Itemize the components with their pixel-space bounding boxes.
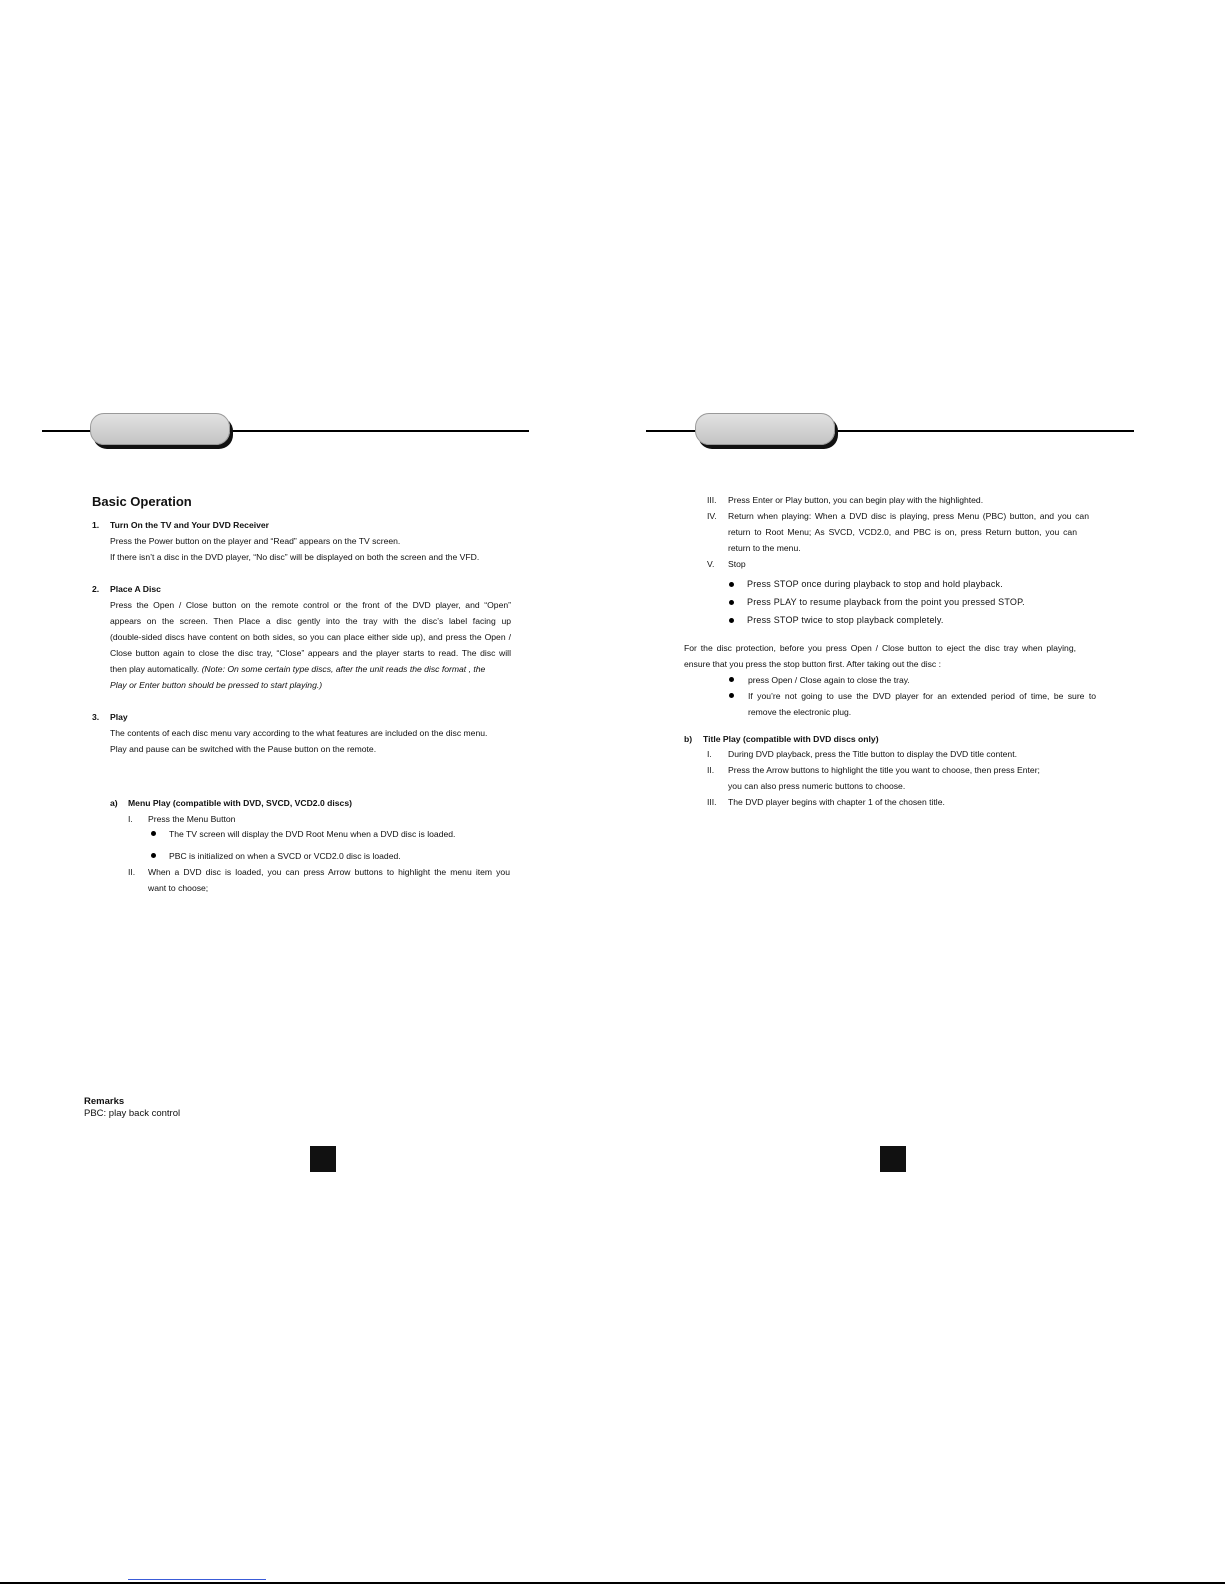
subsection-heading: Menu Play (compatible with DVD, SVCD, VCD2.0 discs) xyxy=(128,798,352,808)
remarks-title: Remarks xyxy=(84,1096,125,1107)
subsection-number: b) xyxy=(684,734,693,744)
roman-numeral: V. xyxy=(707,559,715,569)
bullet-icon xyxy=(151,853,156,858)
body-text-part: then play automatically. xyxy=(110,664,202,674)
list-item: During DVD playback, press the Title button to display the DVD title content. xyxy=(728,749,1017,759)
right-header-tab xyxy=(695,413,835,445)
bullet-icon xyxy=(151,831,156,836)
bullet-item: remove the electronic plug. xyxy=(748,707,852,717)
note-text: (Note: On some certain type discs, after the unit reads the disc format , the xyxy=(201,664,486,674)
section-heading: Play xyxy=(110,712,128,722)
body-text: If there isn’t a disc in the DVD player, “No disc” will be displayed on both the screen and the VFD. xyxy=(110,552,480,562)
section-number: 1. xyxy=(92,520,100,530)
bullet-item: If you’re not going to use the DVD player for an extended period of time, be sure to xyxy=(748,691,1096,701)
body-text: Play and pause can be switched with the Pause button on the remote. xyxy=(110,744,377,754)
body-text: appears on the screen. Then Place a disc gently into the tray with the disc’s label facing up xyxy=(110,616,511,626)
body-text: (double-sided discs have content on both sides, so you can place either side up), and press the Open / xyxy=(110,632,511,642)
bullet-item: Press STOP once during playback to stop and hold playback. xyxy=(747,579,1003,589)
list-item: return to the menu. xyxy=(728,543,801,553)
list-item: Return when playing: When a DVD disc is playing, press Menu (PBC) button, and you can xyxy=(728,511,1089,521)
body-text: Press the Open / Close button on the remote control or the front of the DVD player, and “Open” xyxy=(110,600,511,610)
bullet-item: PBC is initialized on when a SVCD or VCD2.0 disc is loaded. xyxy=(169,851,401,861)
roman-numeral: II. xyxy=(128,867,136,877)
list-item: The DVD player begins with chapter 1 of the chosen title. xyxy=(728,797,945,807)
bullet-icon xyxy=(729,582,734,587)
body-text xyxy=(110,663,485,675)
section-heading: Place A Disc xyxy=(110,584,161,594)
body-text: The contents of each disc menu vary according to the what features are included on the disc menu. xyxy=(110,728,488,738)
bullet-item: Press STOP twice to stop playback completely. xyxy=(747,615,944,625)
list-item: Stop xyxy=(728,559,746,569)
bullet-item: press Open / Close again to close the tray. xyxy=(748,675,910,685)
roman-numeral: IV. xyxy=(707,511,717,521)
bullet-item: The TV screen will display the DVD Root Menu when a DVD disc is loaded. xyxy=(169,829,456,839)
section-heading: Turn On the TV and Your DVD Receiver xyxy=(110,520,270,530)
bullet-item: Press PLAY to resume playback from the point you pressed STOP. xyxy=(747,597,1025,607)
roman-numeral: I. xyxy=(128,814,133,824)
bullet-icon xyxy=(729,693,734,698)
section-number: 3. xyxy=(92,712,100,722)
list-item: Press the Menu Button xyxy=(148,814,236,824)
roman-numeral: III. xyxy=(707,797,717,807)
subsection-heading: Title Play (compatible with DVD discs only) xyxy=(703,734,879,744)
page-number-box xyxy=(310,1146,336,1172)
list-item: return to Root Menu; As SVCD, VCD2.0, and PBC is on, press Return button, you can xyxy=(728,527,1077,537)
list-item: Press the Arrow buttons to highlight the title you want to choose, then press Enter; xyxy=(728,765,1040,775)
note-text: Play or Enter button should be pressed to start playing.) xyxy=(110,680,323,690)
bottom-edge-line xyxy=(0,1582,1225,1584)
body-text: For the disc protection, before you press Open / Close button to eject the disc tray when playing, xyxy=(684,643,1076,653)
page-title: Basic Operation xyxy=(92,494,192,509)
subsection-number: a) xyxy=(110,798,118,808)
left-header-tab xyxy=(90,413,230,445)
body-text: Close button again to close the disc tray, “Close” appears and the player starts to read. The disc will xyxy=(110,648,511,658)
roman-numeral: III. xyxy=(707,495,717,505)
section-number: 2. xyxy=(92,584,100,594)
remarks-text: PBC: play back control xyxy=(84,1108,181,1119)
roman-numeral: II. xyxy=(707,765,715,775)
list-item: want to choose; xyxy=(148,883,209,893)
bullet-icon xyxy=(729,600,734,605)
page-number-box xyxy=(880,1146,906,1172)
body-text: Press the Power button on the player and “Read” appears on the TV screen. xyxy=(110,536,401,546)
body-text: ensure that you press the stop button first. After taking out the disc : xyxy=(684,659,942,669)
bottom-link-underline xyxy=(128,1579,266,1580)
list-item: Press Enter or Play button, you can begin play with the highlighted. xyxy=(728,495,984,505)
bullet-icon xyxy=(729,618,734,623)
bullet-icon xyxy=(729,677,734,682)
list-item: When a DVD disc is loaded, you can press Arrow buttons to highlight the menu item you xyxy=(148,867,510,877)
roman-numeral: I. xyxy=(707,749,712,759)
list-item: you can also press numeric buttons to choose. xyxy=(728,781,906,791)
